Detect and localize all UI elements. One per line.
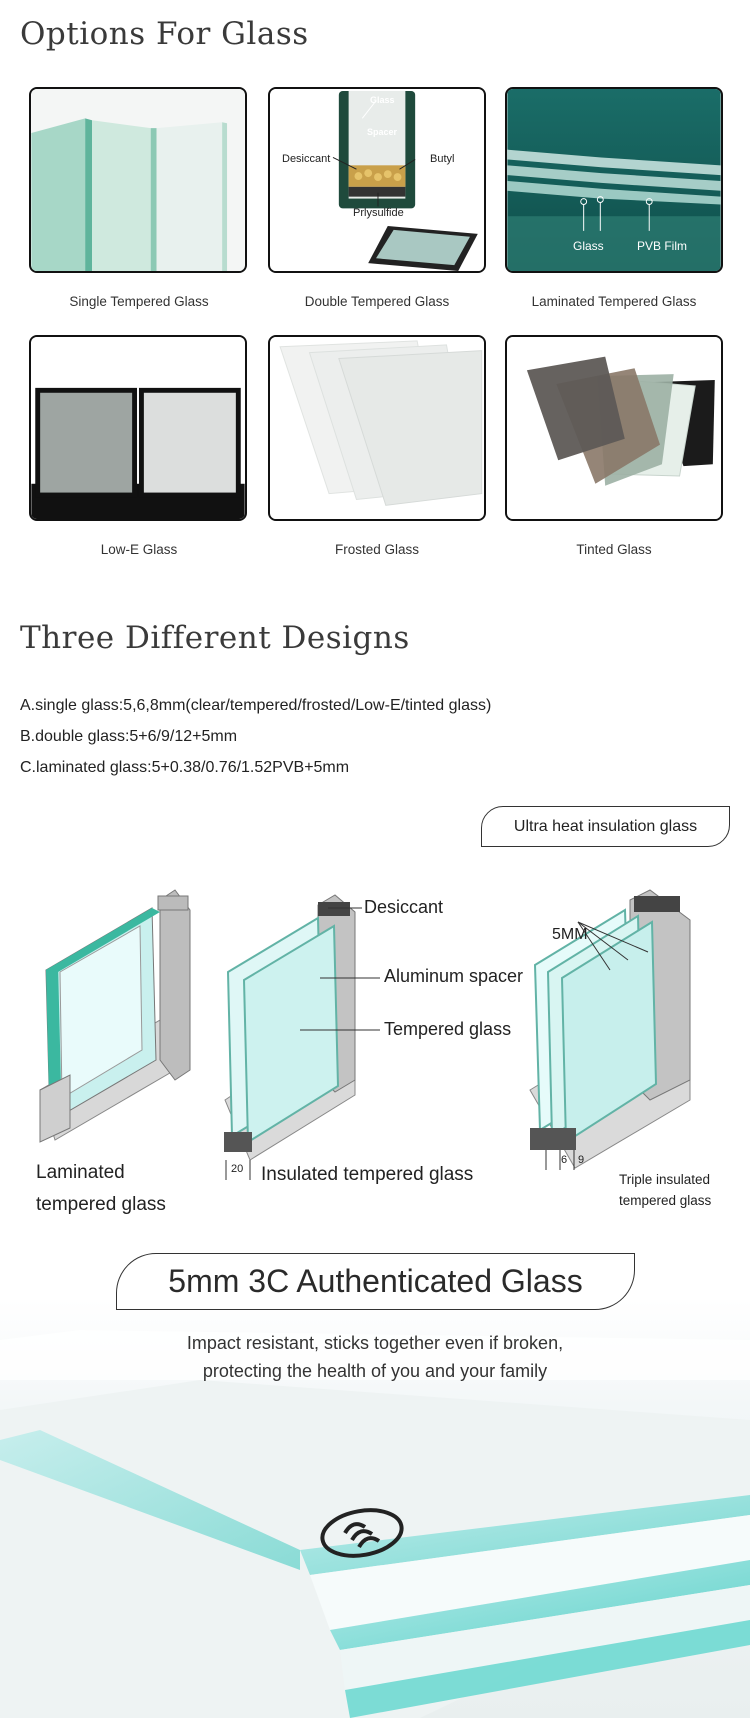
3c-certification-logo [320, 1510, 404, 1560]
options-title: Options For Glass [20, 16, 309, 52]
low-e-caption: Low-E Glass [100, 542, 178, 557]
tinted-glass-image [505, 335, 723, 521]
tinted-caption: Tinted Glass [576, 542, 652, 557]
spec-line-single: A.single glass:5,6,8mm(clear/tempered/frosted/Low-E/tinted glass) [20, 697, 492, 714]
laminated-pvb-label: PVB Film [637, 239, 688, 253]
authenticated-line-1: Impact resistant, sticks together even if broken, [186, 1333, 564, 1353]
double-prlysulfide-label: Prlysulfide [353, 207, 404, 219]
spec-line-laminated: C.laminated glass:5+0.38/0.76/1.52PVB+5mm [20, 759, 350, 776]
low-e-glass-image [29, 335, 247, 521]
designs-title: Three Different Designs [20, 620, 410, 656]
laminated-label-line2: tempered glass [36, 1194, 166, 1215]
laminated-tempered-caption: Laminated Tempered Glass [531, 294, 697, 309]
frosted-caption: Frosted Glass [334, 542, 420, 557]
desiccant-label: Desiccant [364, 897, 444, 917]
five-mm-label: 5MM [552, 926, 588, 943]
double-butyl-label: Butyl [430, 153, 455, 165]
double-tempered-glass-image [268, 87, 486, 273]
tempered-glass-label: Tempered glass [384, 1019, 512, 1039]
ultra-heat-insulation-tag: Ultra heat insulation glass [481, 806, 730, 847]
single-tempered-glass-image [29, 87, 247, 273]
double-tempered-caption: Double Tempered Glass [304, 294, 450, 309]
triple-label-line1: Triple insulated [619, 1172, 711, 1187]
spec-line-double: B.double glass:5+6/9/12+5mm [20, 728, 238, 745]
laminated-window-illustration [40, 890, 190, 1142]
single-tempered-caption: Single Tempered Glass [69, 294, 209, 309]
authenticated-line-2: protecting the health of you and your family [202, 1361, 548, 1381]
insulated-window-illustration [224, 895, 355, 1160]
laminated-tempered-glass-image [505, 87, 723, 273]
triple-label-line2: tempered glass [619, 1193, 712, 1208]
dimension-6-label: 6 [561, 1154, 568, 1166]
laminated-label-line1: Laminated [36, 1162, 125, 1183]
aluminum-spacer-label: Aluminum spacer [384, 966, 524, 986]
laminated-glass-label: Glass [573, 239, 604, 253]
double-desiccant-label: Desiccant [282, 153, 331, 165]
insulated-tempered-label: Insulated tempered glass [261, 1164, 474, 1185]
dimension-20-label: 20 [231, 1163, 244, 1175]
frosted-glass-image [268, 335, 486, 521]
dimension-9-label: 9 [578, 1154, 585, 1166]
authenticated-glass-title: 5mm 3C Authenticated Glass [116, 1253, 635, 1310]
double-spacer-label: Spacer [367, 127, 398, 137]
double-glass-label: Glass [370, 95, 395, 105]
